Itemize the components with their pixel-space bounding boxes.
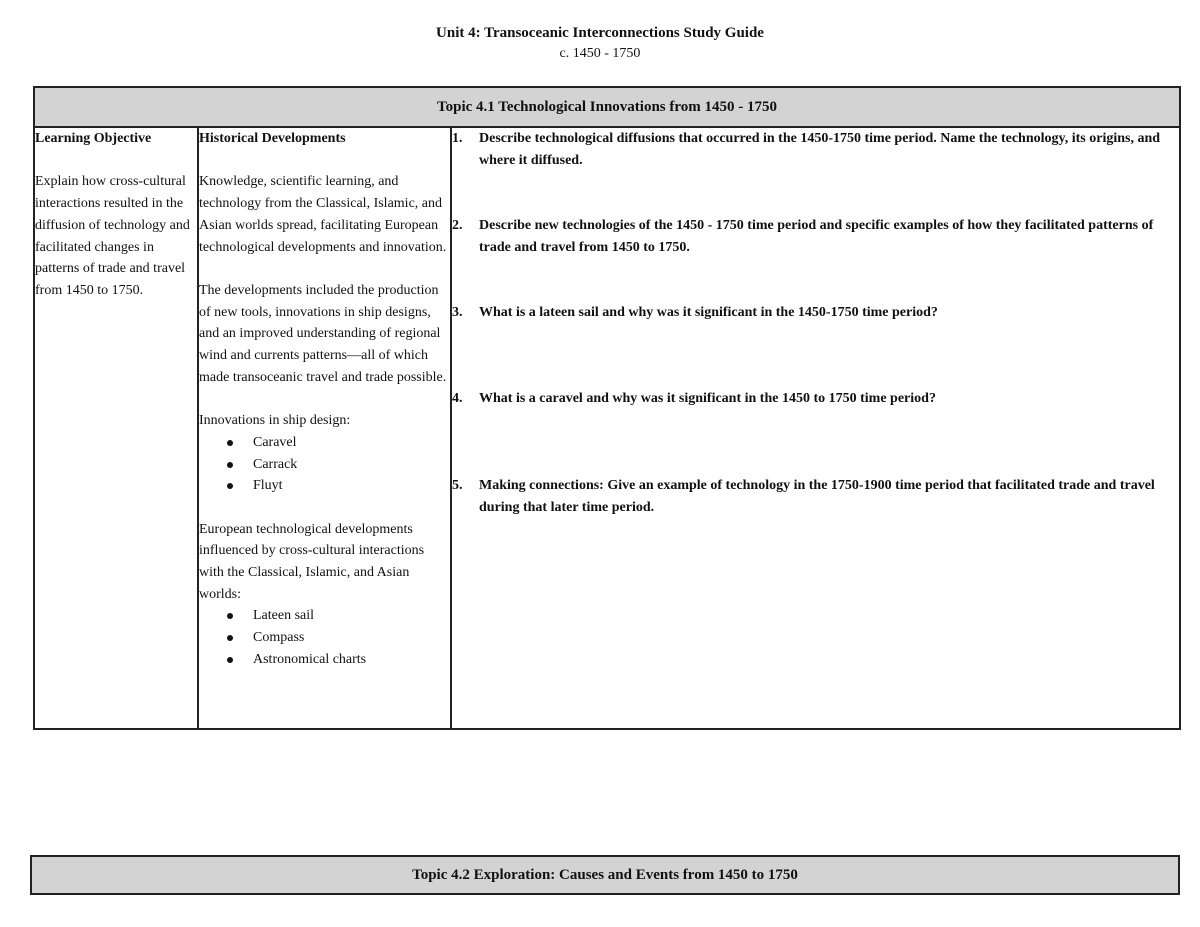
document-subtitle: c. 1450 - 1750	[559, 46, 641, 61]
list-item: Astronomical charts	[227, 649, 450, 671]
historical-developments-paragraph-1: Knowledge, scientific learning, and technology from the Classical, Islamic, and Asian worlds spread, facilitating European technological developments and innovation.	[199, 174, 447, 255]
bullet-icon	[227, 483, 233, 489]
historical-developments-heading: Historical Developments	[199, 131, 346, 146]
document-title: Unit 4: Transoceanic Interconnections Study Guide	[436, 25, 764, 41]
european-developments-label: European technological developments influenced by cross-cultural interactions with the Classical, Islamic, and Asian worlds:	[199, 521, 425, 602]
learning-objective-text: Explain how cross-cultural interactions resulted in the diffusion of technology and facilitated changes in patterns of trade and travel from 1450 to 1750.	[35, 174, 190, 298]
bullet-icon	[227, 635, 233, 641]
question-item: 5. Making connections: Give an example of technology in the 1750-1900 time period that facilitated trade and travel during that later time period.	[452, 478, 1155, 515]
list-item: Lateen sail	[227, 605, 450, 627]
learning-objective-cell	[34, 127, 198, 729]
question-list	[452, 128, 1179, 519]
question-item: 1. Describe technological diffusions that occurred in the 1450-1750 time period. Name the technology, its origins, and where it diffused.	[452, 131, 1161, 168]
list-item: Caravel	[227, 432, 450, 454]
historical-developments-cell	[198, 127, 451, 729]
learning-objective-heading: Learning Objective	[35, 131, 152, 146]
topic-4-1-table	[33, 86, 1181, 730]
topic-4-1-heading: Topic 4.1 Technological Innovations from 1450 - 1750	[34, 87, 1180, 127]
bullet-icon	[227, 657, 233, 663]
ship-design-label: Innovations in ship design:	[199, 413, 351, 429]
bullet-icon	[227, 440, 233, 446]
document-header	[0, 24, 1200, 63]
bullet-icon	[227, 613, 233, 619]
list-item: Compass	[227, 627, 450, 649]
question-item: 3. What is a lateen sail and why was it significant in the 1450-1750 time period?	[452, 304, 938, 320]
bullet-icon	[227, 462, 233, 468]
topic-4-2-table	[30, 855, 1180, 895]
ship-design-list	[199, 432, 450, 497]
question-item: 4. What is a caravel and why was it significant in the 1450 to 1750 time period?	[452, 391, 936, 407]
european-developments-list	[199, 605, 450, 670]
topic-4-2-heading: Topic 4.2 Exploration: Causes and Events from 1450 to 1750	[31, 856, 1179, 894]
list-item: Fluyt	[227, 475, 450, 497]
question-item: 2. Describe new technologies of the 1450 - 1750 time period and specific examples of how they facilitated patterns of trade and travel from 1450 to 1750.	[452, 217, 1154, 255]
questions-cell	[451, 127, 1180, 729]
historical-developments-paragraph-2: The developments included the production of new tools, innovations in ship designs, and an improved understanding of regional wind and currents patterns—all of which made transoceanic travel and trade possible.	[199, 282, 447, 385]
list-item: Carrack	[227, 454, 450, 476]
